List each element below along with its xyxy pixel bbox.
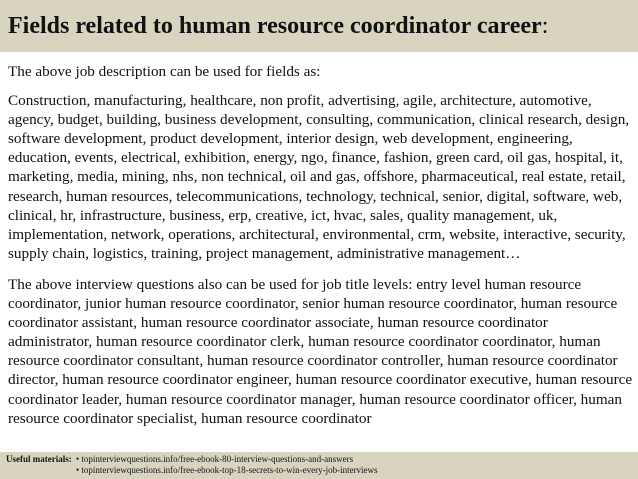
footer-label: Useful materials: [6,454,72,464]
footer-links [6,454,378,476]
main-content [8,62,634,440]
page-title-text: Fields related to human resource coordinator career [8,13,542,39]
footer-link-ebook-18[interactable]: • topinterviewquestions.info/free-ebook-top-18-secrets-to-win-every-job-interviews [76,465,378,475]
intro-paragraph: The above job description can be used for fields as: [8,63,321,80]
job-levels-paragraph: The above interview questions also can be used for job title levels: entry level human resource coordinator, junior human resource coordinator, senior human resource coordinator, human resource coordinator assistant, human resource coordinator associate, human resource coordinator administrator, human resource coordinator clerk, human resource coordinator coordinator, human resource coordinator consultant, human resource coordinator controller, human resource coordinator director, human resource coordinator engineer, human resource coordinator executive, human resource coordinator leader, human resource coordinator manager, human resource coordinator officer, human resource coordinator specialist, human resource coordinator [8,275,633,427]
title-bar [0,0,638,52]
fields-paragraph: Construction, manufacturing, healthcare, non profit, advertising, agile, architecture, automotive, agency, budget, building, business development, consulting, communication, clinical research, design, software development, product development, interior design, web development, engineering, education, events, electrical, exhibition, energy, ngo, finance, fashion, green card, oil gas, hospital, it, marketing, media, mining, nhs, non technical, oil and gas, offshore, pharmaceutical, real estate, retail, research, human resources, telecommunications, technology, technical, senior, digital, software, web, clinical, hr, infrastructure, business, erp, creative, ict, hvac, sales, quality management, uk, implementation, network, operations, architectural, environmental, crm, website, interactive, security, supply chain, logistics, training, project management, administrative management… [8,92,630,262]
page-title [8,12,548,40]
footer-row-1 [6,454,378,465]
footer-link-ebook-80[interactable]: • topinterviewquestions.info/free-ebook-80-interview-questions-and-answers [76,454,354,464]
page-title-colon: : [541,13,549,39]
footer-row-2 [6,465,378,476]
footer-bar [0,452,638,479]
